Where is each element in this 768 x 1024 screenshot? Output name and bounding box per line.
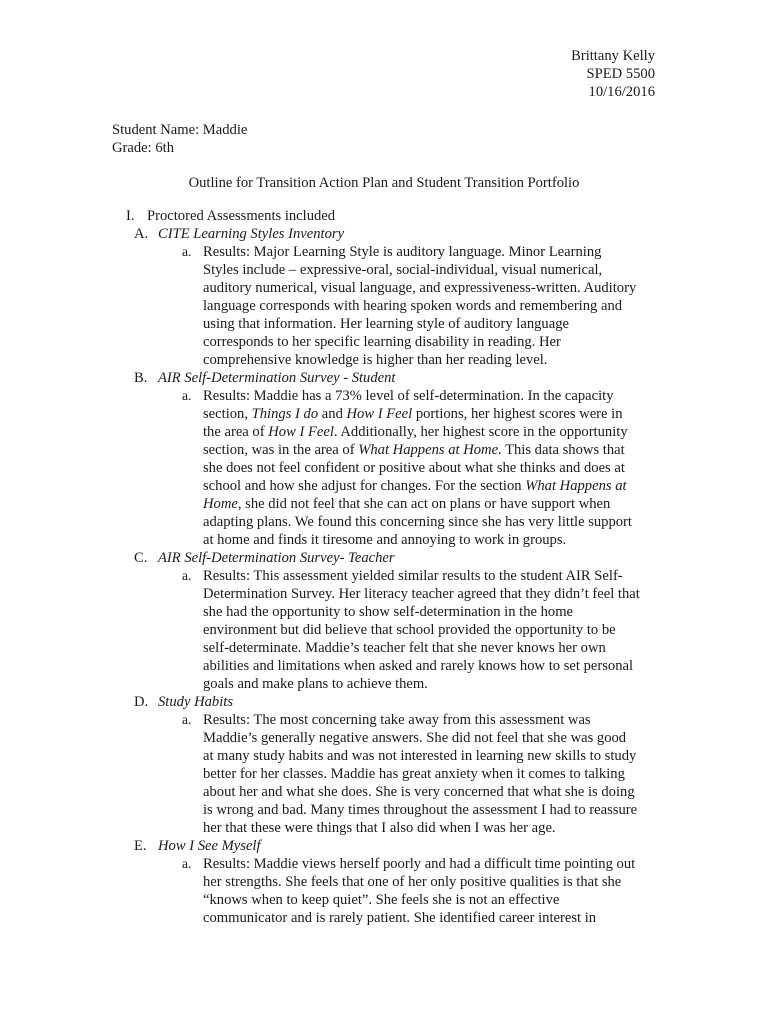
outline-subitem-letter: a. — [182, 388, 192, 403]
italic-text: What Happens at Home — [358, 442, 499, 458]
text-line: Results: This assessment yielded similar results to the student AIR Self- — [203, 568, 623, 584]
plain-text: portions, her highest scores were in — [412, 406, 623, 422]
outline-item-row — [0, 549, 768, 567]
section-heading: Proctored Assessments included — [147, 208, 336, 224]
text-line: Results: Maddie has a 73% level of self-determination. In the capacity — [203, 388, 614, 404]
outline-item-title: CITE Learning Styles Inventory — [158, 226, 345, 242]
outline-subitem-text — [203, 711, 658, 837]
outline-subitem — [0, 387, 768, 549]
outline-item-letter: C. — [134, 550, 148, 566]
student-name: Student Name: Maddie — [112, 122, 248, 138]
outline-item-letter: A. — [134, 226, 149, 242]
text-line: self-determinate. Maddie’s teacher felt that she never knows her own — [203, 640, 606, 656]
text-line: she does not feel confident or positive about what she thinks and does at — [203, 460, 625, 476]
outline-item-title: How I See Myself — [158, 838, 261, 854]
outline-subitem — [0, 243, 768, 369]
text-line: Determination Survey. Her literacy teacher agreed that they didn’t feel that — [203, 586, 640, 602]
italic-text: Things I do — [251, 406, 319, 422]
text-line: environment but did believe that school provided the opportunity to be — [203, 622, 616, 638]
text-line: her strengths. She feels that one of her only positive qualities is that she — [203, 874, 622, 890]
text-line: better for her classes. Maddie has great anxiety when it comes to talking — [203, 766, 625, 782]
outline-subitem — [0, 711, 768, 837]
document-header — [571, 47, 655, 101]
text-line: using that information. Her learning style of auditory language — [203, 316, 569, 332]
italic-text: Home — [203, 496, 238, 512]
outline-item-row — [0, 225, 768, 243]
outline-item-letter: D. — [134, 694, 149, 710]
italic-text: How I Feel — [346, 406, 413, 422]
outline-item-title: AIR Self-Determination Survey- Teacher — [158, 550, 395, 566]
outline — [0, 207, 768, 927]
plain-text: section, — [203, 406, 252, 422]
text-line: “knows when to keep quiet”. She feels she is not an effective — [203, 892, 560, 908]
text-line: adapting plans. We found this concerning since she has very little support — [203, 514, 632, 530]
plain-text: . Additionally, her highest score in the opportunity — [333, 424, 628, 440]
italic-text: How I Feel — [268, 424, 334, 440]
plain-text: school and how she adjust for changes. For the section — [203, 478, 526, 494]
text-line: about her and what she does. She is very concerned that what she is doing — [203, 784, 635, 800]
text-line — [203, 477, 658, 495]
text-line: comprehensive knowledge is higher than her reading level. — [203, 352, 548, 368]
text-line — [203, 423, 658, 441]
text-line: language corresponds with hearing spoken words and remembering and — [203, 298, 623, 314]
outline-item-title: Study Habits — [158, 694, 233, 710]
text-line: Results: Major Learning Style is auditory language. Minor Learning — [203, 244, 602, 260]
plain-text: , she did not feel that she can act on plans or have support when — [237, 496, 611, 512]
text-line: corresponds to her specific learning disability in reading. Her — [203, 334, 561, 350]
text-line: is wrong and bad. Many times throughout the assessment I had to reassure — [203, 802, 638, 818]
outline-subitem — [0, 567, 768, 693]
outline-item-title: AIR Self-Determination Survey - Student — [158, 370, 396, 386]
text-line: Results: The most concerning take away from this assessment was — [203, 712, 591, 728]
document-date: 10/16/2016 — [588, 84, 655, 100]
italic-text: What Happens at — [525, 478, 627, 494]
plain-text: . This data shows that — [498, 442, 625, 458]
outline-subitem-text — [203, 855, 658, 927]
outline-items — [0, 225, 768, 927]
text-line: auditory numerical, visual language, and expressiveness-written. Auditory — [203, 280, 637, 296]
text-line: abilities and limitations when asked and rarely knows how to set personal — [203, 658, 634, 674]
text-line: Styles include – expressive-oral, social-individual, visual numerical, — [203, 262, 603, 278]
plain-text: section, was in the area of — [203, 442, 359, 458]
text-line — [203, 495, 658, 513]
student-grade: Grade: 6th — [112, 140, 175, 156]
text-line: goals and make plans to achieve them. — [203, 676, 428, 692]
text-line: Results: Maddie views herself poorly and had a difficult time pointing out — [203, 856, 636, 872]
section-heading-row — [0, 207, 768, 225]
text-line: she had the opportunity to show self-determination in the home — [203, 604, 574, 620]
outline-subitem-text — [203, 387, 658, 549]
outline-item-row — [0, 369, 768, 387]
outline-subitem — [0, 855, 768, 927]
outline-subitem-letter: a. — [182, 244, 192, 259]
outline-subitem-letter: a. — [182, 568, 192, 583]
section-numeral: I. — [126, 208, 135, 224]
student-info — [112, 121, 247, 157]
outline-item-letter: B. — [134, 370, 148, 386]
text-line: at many study habits and was not interested in learning new skills to study — [203, 748, 637, 764]
outline-subitem-text — [203, 243, 658, 369]
outline-item-row — [0, 837, 768, 855]
outline-item-letter: E. — [134, 838, 147, 854]
text-line: at home and finds it tiresome and annoying to work in groups. — [203, 532, 567, 548]
outline-subitem-letter: a. — [182, 856, 192, 871]
author-name: Brittany Kelly — [571, 48, 655, 64]
text-line — [203, 441, 658, 459]
text-line: communicator and is rarely patient. She identified career interest in — [203, 910, 597, 926]
document-title: Outline for Transition Action Plan and Student Transition Portfolio — [188, 175, 580, 191]
plain-text: the area of — [203, 424, 269, 440]
outline-subitem-text — [203, 567, 658, 693]
plain-text: and — [318, 406, 347, 422]
course-code: SPED 5500 — [586, 66, 655, 82]
text-line: her that these were things that I also did when I was her age. — [203, 820, 556, 836]
outline-subitem-letter: a. — [182, 712, 192, 727]
outline-item-row — [0, 693, 768, 711]
text-line: Maddie’s generally negative answers. She did not feel that she was good — [203, 730, 627, 746]
text-line — [203, 405, 658, 423]
